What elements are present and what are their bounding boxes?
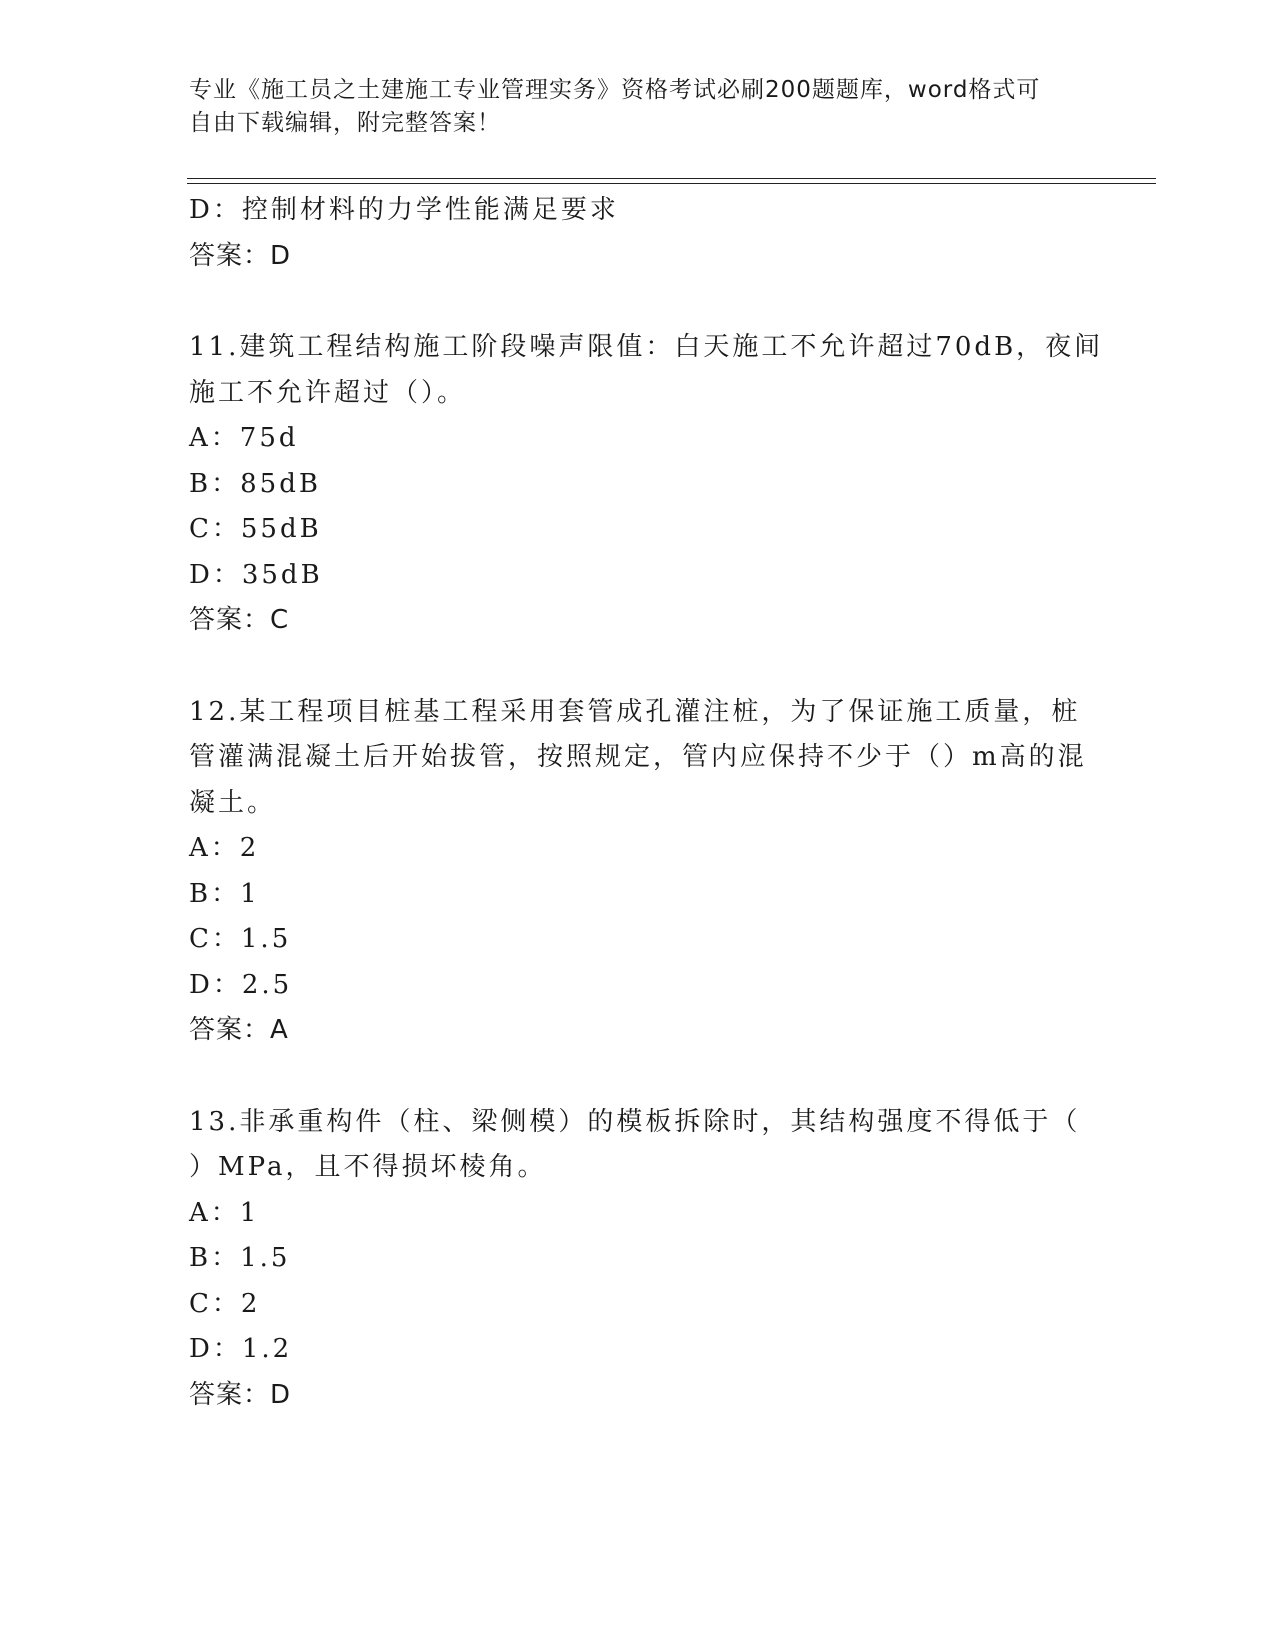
question-stem-line: 管灌满混凝土后开始拔管，按照规定，管内应保持不少于（）m高的混 xyxy=(189,742,1087,772)
header-divider-bottom xyxy=(187,183,1156,184)
option-c: C：55dB xyxy=(189,514,322,544)
option-d: D：2.5 xyxy=(189,969,293,1000)
option-a: A：2 xyxy=(189,833,260,863)
option-c: C：1.5 xyxy=(189,924,292,954)
option-c: C：2 xyxy=(189,1288,261,1319)
option-b: B：1 xyxy=(189,878,260,909)
option-d: D：控制材料的力学性能满足要求 xyxy=(189,195,619,225)
question-stem-line: 12.某工程项目桩基工程采用套管成孔灌注桩，为了保证施工质量，桩 xyxy=(189,696,1081,727)
question-10-tail xyxy=(189,188,1089,279)
page-header xyxy=(189,74,1089,140)
answer-line: 答案：D xyxy=(189,1379,292,1410)
option-a: A：75d xyxy=(189,423,299,453)
answer-line: 答案：D xyxy=(189,240,292,271)
question-list xyxy=(189,188,1104,1418)
question-12 xyxy=(189,690,1089,1054)
answer-line: 答案：C xyxy=(189,605,290,635)
option-a: A：1 xyxy=(189,1197,260,1228)
option-b: B：85dB xyxy=(189,468,321,499)
answer-line: 答案：A xyxy=(189,1015,289,1045)
question-stem-line: 11.建筑工程结构施工阶段噪声限值：白天施工不允许超过70dB，夜间 xyxy=(189,332,1104,362)
header-divider-top xyxy=(187,178,1156,179)
question-13 xyxy=(189,1100,1089,1419)
option-d: D：35dB xyxy=(189,559,323,590)
header-line-1: 专业《施工员之土建施工专业管理实务》资格考试必刷200题题库，word格式可 xyxy=(189,77,1041,103)
option-b: B：1.5 xyxy=(189,1243,291,1273)
question-11 xyxy=(189,325,1104,644)
question-stem-line: 凝土。 xyxy=(189,787,277,818)
option-d: D：1.2 xyxy=(189,1334,293,1364)
header-line-2: 自由下载编辑，附完整答案！ xyxy=(189,110,501,136)
question-stem-line: 13.非承重构件（柱、梁侧模）的模板拆除时，其结构强度不得低于（ xyxy=(189,1106,1081,1137)
question-stem-line: 施工不允许超过（）。 xyxy=(189,377,467,408)
question-stem-line: ）MPa，且不得损坏棱角。 xyxy=(189,1152,547,1182)
